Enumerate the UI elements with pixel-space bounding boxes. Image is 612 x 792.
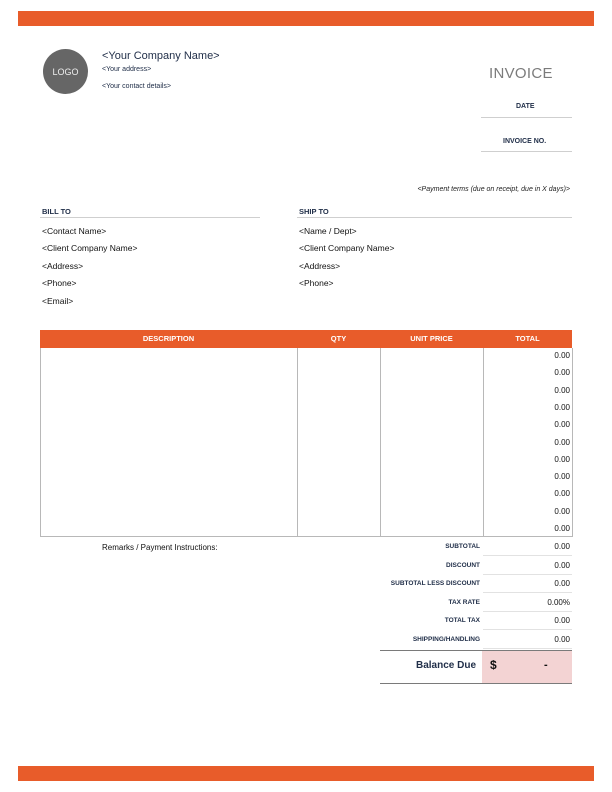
summary-row-divider: [483, 574, 572, 575]
remarks-label[interactable]: Remarks / Payment Instructions:: [102, 543, 218, 552]
item-total-cell[interactable]: 0.00: [554, 454, 570, 464]
date-field[interactable]: [481, 117, 572, 118]
item-total-cell[interactable]: 0.00: [554, 437, 570, 447]
column-divider: [483, 348, 484, 536]
summary-value[interactable]: 0.00: [554, 616, 570, 626]
item-total-cell[interactable]: 0.00: [554, 489, 570, 499]
item-total-cell[interactable]: 0.00: [554, 506, 570, 516]
unit-price-column-header: UNIT PRICE: [410, 334, 453, 343]
summary-row-divider: [483, 611, 572, 612]
item-total-cell[interactable]: 0.00: [554, 368, 570, 378]
summary-label: SUBTOTAL LESS DISCOUNT: [390, 580, 480, 588]
items-table-header: [40, 330, 572, 348]
column-divider: [297, 348, 298, 536]
invoice-number-field[interactable]: [481, 151, 572, 152]
company-contact[interactable]: <Your contact details>: [102, 83, 172, 90]
invoice-title: INVOICE: [489, 65, 553, 82]
ship-to-line[interactable]: <Client Company Name>: [299, 243, 395, 254]
summary-label: TOTAL TAX: [444, 617, 480, 625]
balance-due-box[interactable]: [482, 651, 572, 683]
balance-due-value: -: [544, 659, 548, 671]
logo-text: LOGO: [52, 66, 79, 77]
bottom-accent-bar: [18, 766, 594, 781]
summary-label: DISCOUNT: [446, 561, 480, 569]
summary-row-divider: [483, 555, 572, 556]
ship-to-divider: [297, 217, 572, 218]
company-logo[interactable]: [43, 49, 88, 94]
ship-to-heading: SHIP TO: [299, 207, 329, 216]
summary-value[interactable]: 0.00: [554, 542, 570, 551]
bill-to-divider: [40, 217, 260, 218]
summary-row-divider: [483, 648, 572, 649]
item-total-cell[interactable]: 0.00: [554, 351, 570, 360]
summary-label: SUBTOTAL: [445, 543, 480, 550]
qty-column-header: QTY: [330, 334, 347, 343]
bill-to-line[interactable]: <Client Company Name>: [42, 243, 138, 254]
ship-to-line[interactable]: <Name / Dept>: [299, 226, 357, 236]
total-column-header: TOTAL: [515, 334, 540, 343]
summary-label: SHIPPING/HANDLING: [412, 636, 480, 643]
summary-value[interactable]: 0.00: [554, 579, 570, 589]
invoice-number-label: INVOICE NO.: [503, 138, 547, 145]
bill-to-line[interactable]: <Email>: [42, 295, 74, 306]
summary-value[interactable]: 0.00: [554, 635, 570, 644]
top-accent-bar: [18, 11, 594, 26]
description-column-header: DESCRIPTION: [142, 334, 195, 343]
item-total-cell[interactable]: 0.00: [554, 420, 570, 430]
bill-to-line[interactable]: <Phone>: [42, 278, 77, 289]
balance-due-label: Balance Due: [416, 660, 477, 671]
company-address[interactable]: <Your address>: [102, 66, 152, 73]
item-total-cell[interactable]: 0.00: [554, 385, 570, 395]
summary-label: TAX RATE: [448, 598, 480, 606]
ship-to-line[interactable]: <Phone>: [299, 278, 334, 289]
column-divider: [380, 348, 381, 536]
summary-value[interactable]: 0.00: [554, 560, 570, 570]
date-label: DATE: [516, 103, 535, 110]
summary-row-divider: [483, 592, 572, 593]
company-name[interactable]: <Your Company Name>: [102, 50, 220, 62]
summary-value[interactable]: 0.00%: [547, 597, 570, 607]
item-total-cell[interactable]: 0.00: [554, 524, 570, 533]
summary-row-divider: [483, 629, 572, 630]
payment-terms[interactable]: <Payment terms (due on receipt, due in X days)>: [417, 186, 570, 193]
items-table-body[interactable]: [40, 348, 573, 537]
currency-symbol: $: [490, 658, 497, 672]
balance-due-row: [380, 650, 572, 684]
item-total-cell[interactable]: 0.00: [554, 472, 570, 482]
ship-to-line[interactable]: <Address>: [299, 260, 341, 271]
bill-to-heading: BILL TO: [42, 207, 71, 216]
item-total-cell[interactable]: 0.00: [554, 402, 570, 412]
bill-to-line[interactable]: <Contact Name>: [42, 226, 107, 236]
bill-to-line[interactable]: <Address>: [42, 260, 84, 271]
